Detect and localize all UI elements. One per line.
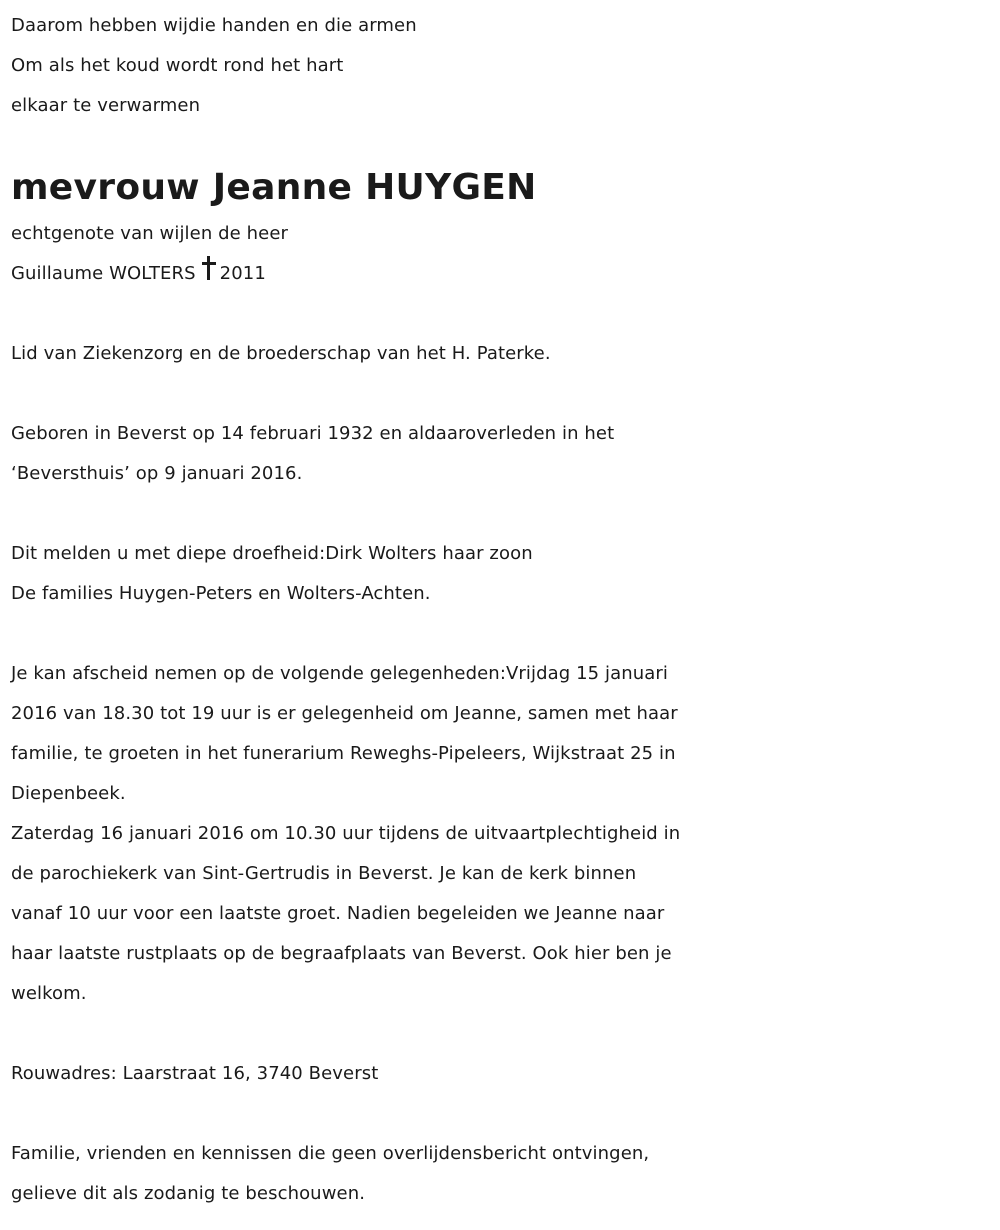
farewell-line: Diepenbeek. [11,783,126,804]
announcement-line-2: De families Huygen-Peters en Wolters-Achten. [11,583,431,604]
birth-death-line-2: ‘Beversthuis’ op 9 januari 2016. [11,463,303,484]
farewell-line: haar laatste rustplaats op de begraafplaats van Beverst. Ook hier ben je [11,943,672,964]
spacer [11,374,988,414]
spouse-line [11,254,988,294]
spacer [11,1014,988,1054]
farewell-line: welkom. [11,983,87,1004]
farewell-paragraph [11,654,988,1014]
spouse-death-year: 2011 [219,263,266,284]
farewell-line: de parochiekerk van Sint-Gertrudis in Beverst. Je kan de kerk binnen [11,863,637,884]
farewell-line: Zaterdag 16 januari 2016 om 10.30 uur tijdens de uitvaartplechtigheid in [11,823,681,844]
membership-text: Lid van Ziekenzorg en de broederschap van het H. Paterke. [11,343,551,364]
poem-line-1: Daarom hebben wijdie handen en die armen [11,15,417,36]
spacer [11,1094,988,1134]
cross-icon [202,256,216,282]
spacer [11,494,988,534]
farewell-line: 2016 van 18.30 tot 19 uur is er gelegenheid om Jeanne, samen met haar [11,703,678,724]
spacer [11,294,988,334]
poem [11,6,988,126]
announcement-line-1: Dit melden u met diepe droefheid:Dirk Wolters haar zoon [11,543,533,564]
closing-line-2: gelieve dit als zodanig te beschouwen. [11,1183,366,1204]
farewell-line: familie, te groeten in het funerarium Reweghs-Pipeleers, Wijkstraat 25 in [11,743,676,764]
farewell-line: vanaf 10 uur voor een laatste groet. Nadien begeleiden we Jeanne naar [11,903,665,924]
poem-line-3: elkaar te verwarmen [11,95,201,116]
birth-death-line-1: Geboren in Beverst op 14 februari 1932 en aldaaroverleden in het [11,423,615,444]
farewell-line: Je kan afscheid nemen op de volgende gelegenheden:Vrijdag 15 januari [11,663,669,684]
spouse-name: Guillaume WOLTERS [11,263,196,284]
mourning-address: Rouwadres: Laarstraat 16, 3740 Beverst [11,1063,379,1084]
closing-line-1: Familie, vrienden en kennissen die geen overlijdensbericht ontvingen, [11,1143,650,1164]
poem-line-2: Om als het koud wordt rond het hart [11,55,344,76]
relation-text: echtgenote van wijlen de heer [11,223,289,244]
spacer [11,614,988,654]
deceased-name: mevrouw Jeanne HUYGEN [11,167,537,208]
